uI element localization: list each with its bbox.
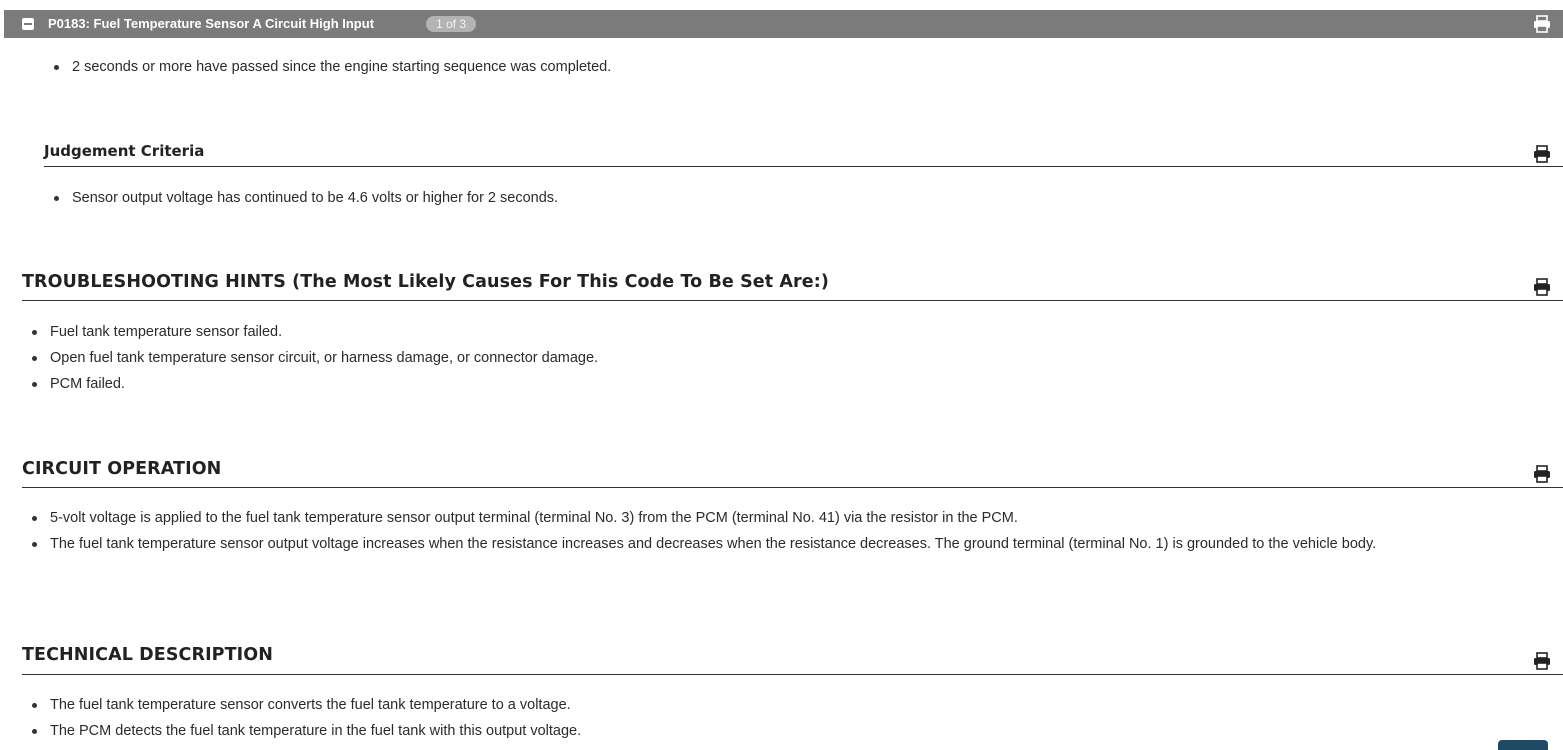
printer-icon[interactable] [1532,144,1552,164]
list-item: Fuel tank temperature sensor failed. [22,319,1522,345]
divider [22,487,1563,488]
list-item: Sensor output voltage has continued to be 4.6 volts or higher for 2 seconds. [44,185,1524,211]
divider [22,300,1563,301]
circuit-operation-list [22,505,1538,557]
list-item: The fuel tank temperature sensor converts the fuel tank temperature to a voltage. [22,692,1522,718]
circuit-operation-heading: CIRCUIT OPERATION [22,459,222,479]
section-header-bar [4,10,1563,38]
judgement-criteria-heading: Judgement Criteria [44,142,205,160]
technical-description-heading: TECHNICAL DESCRIPTION [22,645,273,665]
judgement-criteria-list [44,185,1524,211]
page-count-badge: 1 of 3 [426,16,476,32]
page-title: P0183: Fuel Temperature Sensor A Circuit High Input [48,16,375,31]
list-item: Open fuel tank temperature sensor circuit, or harness damage, or connector damage. [22,345,1522,371]
divider [22,674,1563,675]
troubleshooting-hints-heading: TROUBLESHOOTING HINTS (The Most Likely Causes For This Code To Be Set Are:) [22,272,829,292]
list-item: The fuel tank temperature sensor output voltage increases when the resistance increases and decreases when the resistance decreases. The ground terminal (terminal No. 1) is grounded to the vehicle body. [22,531,1538,557]
list-item: 5-volt voltage is applied to the fuel tank temperature sensor output terminal (terminal No. 3) from the PCM (terminal No. 41) via the resistor in the PCM. [22,505,1538,531]
printer-icon[interactable] [1532,464,1552,484]
scroll-to-top-button[interactable] [1498,740,1548,750]
enabling-conditions-list [44,54,1524,80]
divider [44,166,1563,167]
list-item: 2 seconds or more have passed since the engine starting sequence was completed. [44,54,1524,80]
minus-square-icon[interactable] [22,18,34,30]
printer-icon[interactable] [1532,277,1552,297]
printer-icon[interactable] [1532,14,1552,34]
technical-description-list [22,692,1522,744]
troubleshooting-hints-list [22,319,1522,397]
printer-icon[interactable] [1532,651,1552,671]
list-item: The PCM detects the fuel tank temperature in the fuel tank with this output voltage. [22,718,1522,744]
list-item: PCM failed. [22,371,1522,397]
